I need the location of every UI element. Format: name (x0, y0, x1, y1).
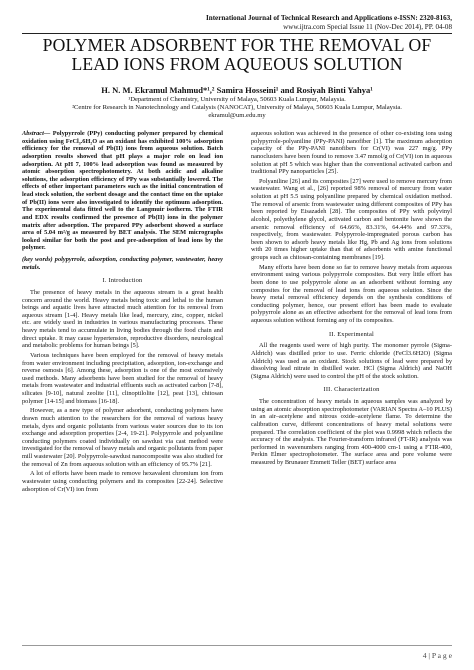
paper-title: POLYMER ADSORBENT FOR THE REMOVAL OF LEAD IONS FROM AQUEOUS SOLUTION (42, 35, 432, 75)
affiliation-1: ¹Department of Chemistry, University of Malaya, 50603 Kuala Lumpur, Malaysia. (128, 96, 346, 103)
journal-header (152, 14, 452, 32)
intro-paragraph: However, as a new type of polymer adsorbent, conducting polymers have drawn much attention to the researchers for the removal of various heavy metals, dyes and organic pollutants from various water sources due to its ion exchange and adsorption properties [2-4, 19-21]. Polypyrrole and polyaniline conducting polymers coated individually on sawdust via cast method were investigated for the removal of heavy metals and organic pollutants from paper mill wastewater [20]. Polypyrrole-sawdust nanocomposite was also studied for the removal of Zn from aqueous solution with an efficiency of 95.7% [21]. (22, 407, 223, 468)
affiliations (22, 96, 452, 121)
intro-paragraph: The presence of heavy metals in the aqueous stream is a great health concern around the world. Heavy metals being toxic and lethal to the human beings and aquatic lives have attracted much attention for its removal from aqueous stream [1-4]. Heavy metals like lead, mercury, zinc, copper, nickel etc. are widely used in industries in various manufacturing processes. These heavy metals tend to accumulate in living bodies through the food chain and direct uptake. It may cause hypertension, reproductive disorders, neurological and metabolic problems for human beings [5]. (22, 288, 223, 350)
left-column (22, 130, 223, 495)
characterization-paragraph: The concentration of heavy metals in aqueous samples was analyzed by using an atomic absorption spectrophotometer (VARIAN Spectra A–10 PLUS) in an air–acetylene and nitrous oxide–acetylene flame. To determine the calibration curve, different concentrations of heavy metal solutions were prepared. The correlation coefficient of the plot was 0.9998 which reflects the accuracy of the analysis. The Fourier-transform infrared (FT-IR) analysis was performed in wavenumbers ranging from 400-4000 cm-1 using a FTIR-400, Perkin Elmer spectrophotometer. The surface area and pore volume were measured by Brunauer Emmett Teller (BET) surface area (251, 398, 452, 466)
intro-paragraph: Various techniques have been employed for the removal of heavy metals from water environment including precipitation, adsorption, ion-exchange and reverse osmosis [6]. Among these, adsorption is one of the most extensively used methods. Many adsorbents have been studied for the removal of heavy metals from wastewater and industrial effluents such as activated carbon [7-8], silicates [9-10], natural zeolite [11], clinoptilolite [12], peat [13], chitosan polymer [14-15] and biomass [16-18]. (22, 351, 223, 405)
right-column (251, 130, 452, 469)
intro-paragraph: Many efforts have been done so far to remove heavy metals from aqueous environment using various polypyrrole composites. But very little effort has been done to use polypyrrole alone as an adsorbent without forming any composites for the removal of lead ions from aqueous solution. Since the heavy metal removal efficiency depends on the synthesis conditions of conducting polymer, hence, our present effort has been made to evaluate polypyrrole alone as an effective adsorbent for the removal of lead ions from aqueous solution without forming any of its composites. (251, 263, 452, 324)
keywords: (key words) polypyrrole, adsorption, conducting polymer, wastewater, heavy metals. (22, 256, 223, 271)
intro-continued-paragraph: aqueous solution was achieved in the presence of other co-existing ions using polypyrrole-polyaniline (PPy-PANI) nanofiber [1]. The maximum adsorption capacity of the PPy-PANI nanofibers for Cr(VI) was 227 mg/g. PPy nanoclusters have been found to remove 3.47 mmol/g of Cr(VI) ion in aqueous solution at pH 5 which was higher than the conventional activated carbon and traditional PPy nanoparticles [25]. (251, 130, 452, 176)
journal-line: International Journal of Technical Research and Applications e-ISSN: 2320-8163, (205, 14, 452, 22)
page-number: 4 | P a g e (422, 651, 452, 660)
section-heading-characterization: III. Characterization (323, 386, 380, 394)
abstract-label: Abstract— (22, 130, 51, 137)
abstract (22, 130, 223, 252)
section-heading-introduction: I. Introduction (102, 277, 143, 285)
experimental-paragraph: All the reagents used were of high purity. The monomer pyrrole (Sigma-Aldrich) was distilled prior to use. Ferric chloride (FeCl3.6H2O) (Sigma Aldrich) was used as an oxidant. Stock solutions of lead were prepared by dissolving lead nitrate in distilled water. HCl (Sigma Aldrich) and NaOH (Sigma Aldrich) were used to control the pH of the stock solution. (251, 342, 452, 380)
intro-paragraph: A lot of efforts have been made to remove hexavalent chromium ion from wastewater using conducting polymers and its composites [22-24]. Selective adsorption of Cr(VI) ion from (22, 470, 223, 493)
abstract-text: Polypyrrole (PPy) conducting polymer prepared by chemical oxidation using FeCl₃.6H₂O as an oxidant has exhibited 100% adsorption efficiency for the removal of Pb(II) ions from aqueous solution. Batch adsorption results showed that pH plays a major role on lead ion adsorption. At pH 7, 100% lead adsorption was found as measured by atomic absorption spectrophotometry. At both acidic and alkaline solutions, the adsorption efficiency of PPy was substantially lowered. The effects of other important parameters such as the initial concentration of lead stock solution, the sorbent dosage and the contact time on the uptake of Pb(II) ions were also investigated to identify the optimum adsorption. The experimental data fitted well to the Langmuir isotherm. The FTIR and EDX results confirmed the presence of Pb(II) ions in the polymer matrix after adsorption. The prepared PPy adsorbent showed a surface area of 5.04 m²/g as measured by BET analysis. The SEM micrographs looked similar for both the post and pre-adsorption of lead ions by the polymer. (22, 130, 223, 252)
intro-paragraph: Polyaniline [26] and its composites [27] were used to remove mercury from wastewater. Wang et al., [26] reported 98% removal of mercury from water solution at pH 5.5 using polyaniline prepared by chemical oxidation method. The removal of arsenic from wastewater using different composites of PPy has been reported by Eisazadeh [28]. The composites of PPy with polyvinyl alcohol, polyethylene glycol, activated carbon and bentonite have shown the arsenic removal efficiency of 64.66%, 83.31%, 64.44% and 97.33%, respectively, from wastewater. Polypyrrole-impregnated porous carbon has been shown to adsorb heavy metals like Hg, Pb and Ag ions from solutions with 20 times higher uptake than that of adsorbents with amine functional groups such as chitosan-containing membranes [19]. (251, 177, 452, 261)
header-rule (22, 33, 452, 34)
section-heading-experimental: II. Experimental (328, 330, 375, 338)
author-list: H. N. M. Ekramul Mahmud*¹,² Samira Hosseini¹ and Rosiyah Binti Yahya¹ (101, 85, 373, 95)
issue-line: www.ijtra.com Special Issue 11 (Nov-Dec 2014), PP. 04-08 (283, 22, 452, 31)
author-email: ekramul@um.edu.my (208, 112, 266, 120)
footer-rule (22, 645, 452, 646)
affiliation-2: ²Centre for Research in Nanotechnology and Catalysis (NANOCAT), University of Malaya, 50603 Kuala Lumpur, Malaysia. (72, 104, 402, 112)
